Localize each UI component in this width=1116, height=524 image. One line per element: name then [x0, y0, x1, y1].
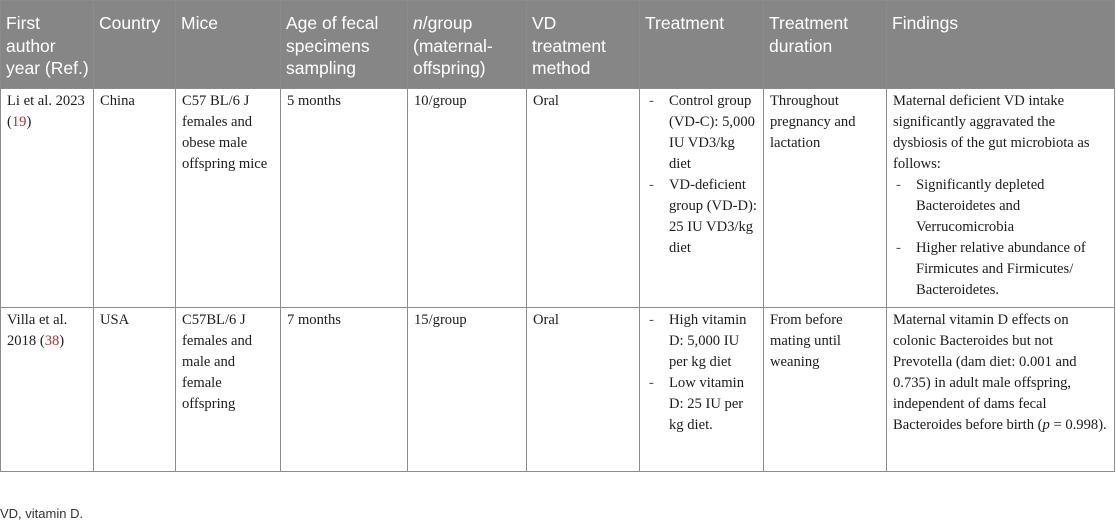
- cell-treatment: [640, 307, 764, 471]
- header-duration: Treatment duration: [764, 1, 887, 89]
- cell-duration: Throughout pregnancy and lactation: [764, 88, 887, 307]
- cell-author: Villa et al. 2018 (38): [1, 307, 94, 471]
- table-row: [1, 88, 1115, 307]
- cell-age: 7 months: [281, 307, 408, 471]
- list-item: - High vitamin D: 5,000 IU per kg diet: [646, 310, 757, 373]
- cell-n-group: 10/group: [408, 88, 527, 307]
- cell-author: Li et al. 2023 (19): [1, 88, 94, 307]
- cell-duration: From before mating until weaning: [764, 307, 887, 471]
- cell-treatment: [640, 88, 764, 307]
- list-item: - Low vitamin D: 25 IU per kg diet.: [646, 373, 757, 436]
- cell-findings: Maternal vitamin D effects on colonic Bacteroides but not Prevotella (dam diet: 0.001 and 0.735) in adult male offspring, independent of dams fecal Bacteroides before birth (p = 0.998).: [887, 307, 1115, 471]
- p-value-symbol: p: [1042, 416, 1050, 433]
- header-country: Country: [94, 1, 176, 89]
- list-item: - VD-deficient group (VD-D): 25 IU VD3/kg diet: [646, 175, 757, 259]
- cell-n-group: 15/group: [408, 307, 527, 471]
- header-vd-method: VD treatment method: [527, 1, 640, 89]
- header-treatment: Treatment: [640, 1, 764, 89]
- cell-method: Oral: [527, 88, 640, 307]
- header-n-italic: n: [413, 13, 423, 33]
- cell-age: 5 months: [281, 88, 408, 307]
- header-mice: Mice: [176, 1, 281, 89]
- header-findings: Findings: [887, 1, 1115, 89]
- header-n-group: [408, 1, 527, 89]
- table-footnote: VD, vitamin D.: [0, 506, 84, 521]
- header-age: Age of fecal specimens sampling: [281, 1, 408, 89]
- cell-mice: C57BL/6 J females and male and female offspring: [176, 307, 281, 471]
- list-item: - Significantly depleted Bacteroidetes and Verrucomicrobia: [893, 175, 1108, 238]
- reference-link[interactable]: 19: [11, 113, 27, 130]
- header-author: First author year (Ref.): [1, 1, 94, 89]
- header-row: [1, 1, 1115, 89]
- reference-link[interactable]: 38: [44, 332, 60, 349]
- cell-country: USA: [94, 307, 176, 471]
- cell-method: Oral: [527, 307, 640, 471]
- cell-country: China: [94, 88, 176, 307]
- list-item: - Higher relative abundance of Firmicutes and Firmicutes/ Bacteroidetes.: [893, 238, 1108, 301]
- table-row: [1, 307, 1115, 471]
- list-item: - Control group (VD-C): 5,000 IU VD3/kg diet: [646, 91, 757, 175]
- cell-findings: [887, 88, 1115, 307]
- findings-intro: Maternal deficient VD intake significantly aggravated the dysbiosis of the gut microbiota as follows:: [893, 92, 1090, 172]
- cell-mice: C57 BL/6 J females and obese male offspring mice: [176, 88, 281, 307]
- header-n-rest: /group (maternal-offspring): [413, 13, 493, 78]
